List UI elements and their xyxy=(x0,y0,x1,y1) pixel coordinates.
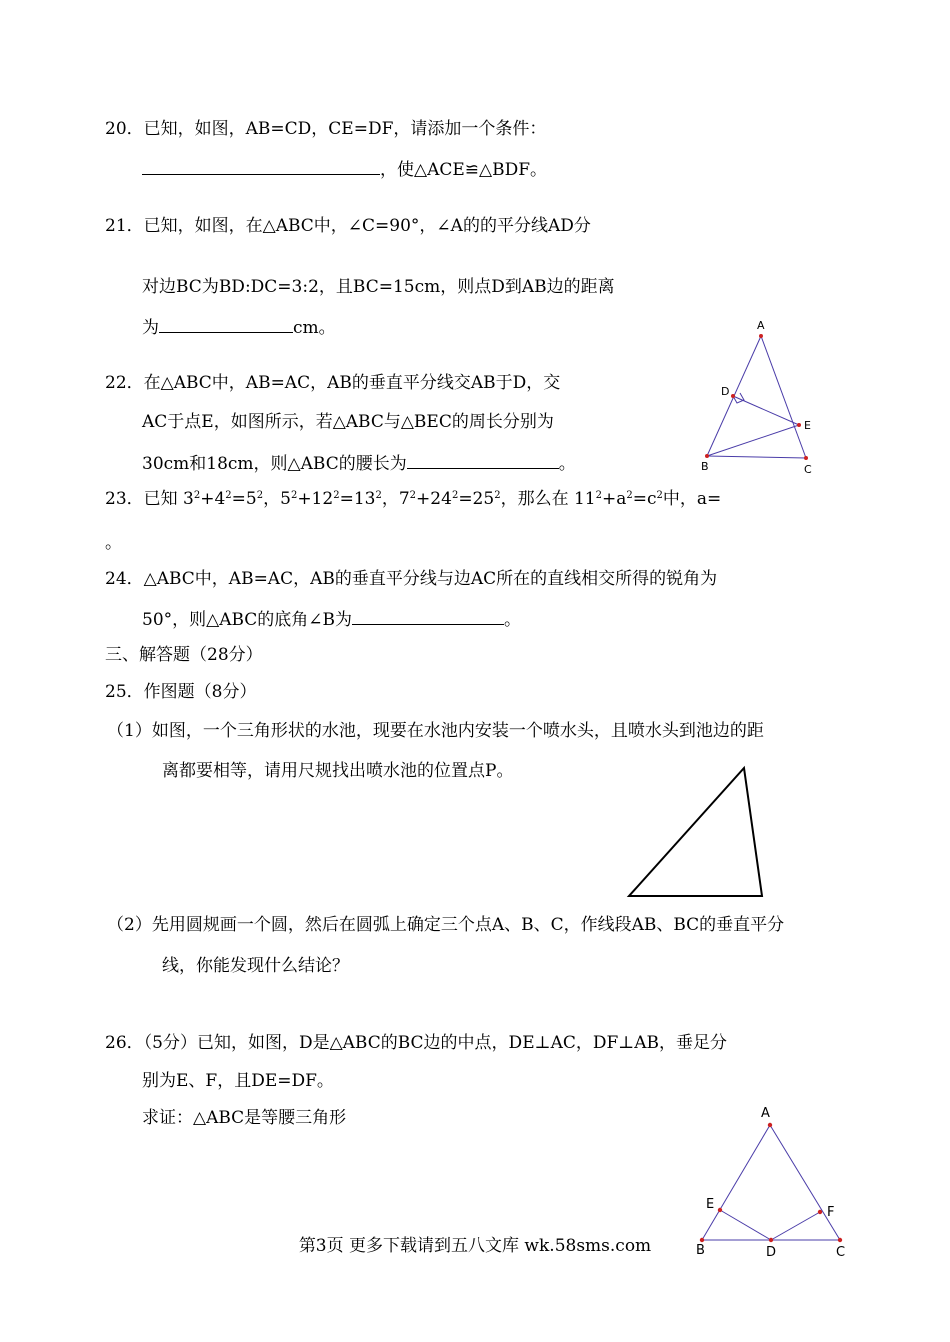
section-title: 三、解答题（28分） xyxy=(105,645,263,665)
point-e xyxy=(797,423,801,427)
q20-line2: ，使△ACE≌△BDF。 xyxy=(142,156,547,181)
q21-line1: 21．已知，如图，在△ABC中，∠C=90°，∠A的的平分线AD分 xyxy=(105,216,591,236)
q22-triangle-figure xyxy=(695,315,825,480)
point-c xyxy=(804,456,808,460)
label-c: C xyxy=(836,1245,846,1260)
answer-blank[interactable] xyxy=(142,156,380,175)
q20-line1: 20．已知，如图，AB=CD，CE=DF，请添加一个条件： xyxy=(105,119,547,139)
side-bc xyxy=(707,456,806,458)
label-a: A xyxy=(761,1106,770,1121)
answer-blank[interactable] xyxy=(407,450,559,469)
label-b: B xyxy=(701,460,709,473)
label-d: D xyxy=(766,1245,777,1260)
q25-p1-line1: （1）如图，一个三角形状的水池，现要在水池内安装一个喷水头，且喷水头到池边的距 xyxy=(107,721,764,741)
answer-blank[interactable] xyxy=(159,314,293,333)
label-d: D xyxy=(721,385,730,398)
q25-p2-line1: （2）先用圆规画一个圆，然后在圆弧上确定三个点A、B、C，作线段AB、BC的垂直平分 xyxy=(107,915,785,935)
side-ac xyxy=(761,336,806,458)
q25-pool-triangle xyxy=(620,760,770,905)
q24-line2: 50°，则△ABC的底角∠B为 。 xyxy=(142,606,521,631)
point-a xyxy=(768,1123,772,1127)
q26-line2: 别为E、F，且DE=DF。 xyxy=(142,1071,334,1091)
q22-line2: AC于点E，如图所示，若△ABC与△BEC的周长分别为 xyxy=(142,412,554,432)
segment-be xyxy=(707,425,799,456)
side-ac xyxy=(770,1125,840,1240)
q21-line3: 为 cm。 xyxy=(142,314,336,339)
point-d xyxy=(731,394,735,398)
page-footer: 第3页 更多下载请到五八文库 wk.58sms.com xyxy=(298,1236,652,1256)
point-b xyxy=(705,454,709,458)
point-f xyxy=(818,1210,822,1214)
answer-blank[interactable] xyxy=(352,606,504,625)
q26-line1: 26．（5分）已知，如图，D是△ABC的BC边的中点，DE⊥AC，DF⊥AB，垂足分 xyxy=(105,1033,728,1053)
label-e: E xyxy=(804,419,811,432)
q25-p2-line2: 线，你能发现什么结论？ xyxy=(162,956,349,976)
q25-p1-line2: 离都要相等，请用尺规找出喷水池的位置点P。 xyxy=(162,761,514,781)
q26-line3: 求证：△ABC是等腰三角形 xyxy=(142,1108,347,1128)
q22-line1: 22．在△ABC中，AB=AC，AB的垂直平分线交AB于D，交 xyxy=(105,373,561,393)
label-b: B xyxy=(696,1243,705,1258)
q24-line1: 24．△ABC中，AB=AC，AB的垂直平分线与边AC所在的直线相交所得的锐角为 xyxy=(105,569,718,589)
side-ab xyxy=(702,1125,770,1240)
label-c: C xyxy=(804,463,812,476)
label-e: E xyxy=(706,1197,715,1212)
label-a: A xyxy=(757,319,765,332)
point-a xyxy=(759,334,763,338)
label-f: F xyxy=(827,1205,835,1220)
point-e xyxy=(718,1208,722,1212)
q22-line3: 30cm和18cm，则△ABC的腰长为 。 xyxy=(142,450,576,475)
q21-line2: 对边BC为BD:DC=3:2，且BC=15cm，则点D到AB边的距离 xyxy=(142,277,615,297)
pool-triangle xyxy=(629,768,762,896)
q23-line1: 23．已知 $3^2+4^2=5^2$，$5^2+12^2=13^2$，$7^2+24^2=25^2$，那么在 $11^2+a^2=c^2$中，a= xyxy=(105,489,722,509)
q25-title: 25．作图题（8分） xyxy=(105,682,257,702)
q23-line2: 。 xyxy=(105,533,122,553)
